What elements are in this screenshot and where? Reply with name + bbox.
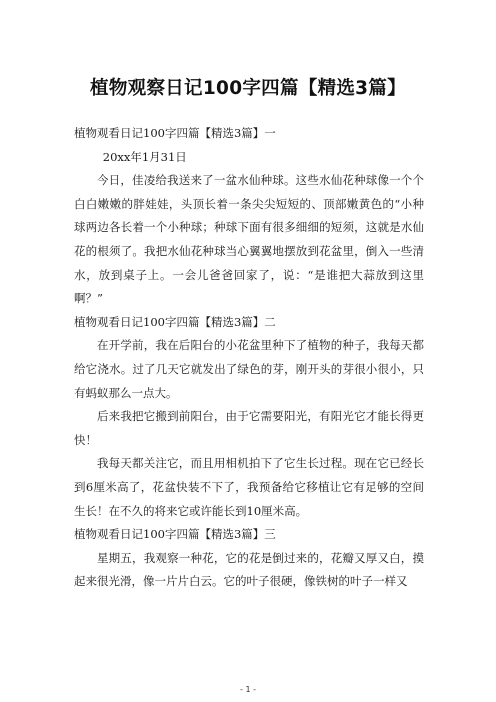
section-heading: 植物观看日记100字四篇【精选3篇】三 (74, 527, 276, 542)
paragraph: 我每天都关注它，而且用相机拍下了它生长过程。现在它已经长到6厘米高了，花盆快装不下了，我预备给它移植让它有足够的空间生长！在不久的将来它或许能长到10厘米高。 (74, 456, 424, 518)
section-heading: 植物观看日记100字四篇【精选3篇】一 (74, 126, 276, 140)
paragraph: 今日，佳凌给我送来了一盆水仙种球。这些水仙花种球像一个个白白嫩嫩的胖娃娃，头顶长着一条尖尖短短的、顶部嫩黄色的“小种球两边各长着一个小种球；种球下面有很多细细的短须，这就是水仙花的根须了。我把水仙花种球当心翼翼地摆放到花盆里，倒入一些清水，放到桌子上。一会儿爸爸回家了，说：“是谁把大蒜放到这里啊？” (74, 173, 424, 306)
document-title: 植物观察日记100字四篇【精选3篇】 (90, 78, 406, 99)
paragraph: 在开学前，我在后阳台的小花盆里种下了植物的种子，我每天都给它浇水。过了几天它就发出了绿色的芽，刚开头的芽很小很小，只有蚂蚁那么一点大。 (74, 338, 424, 400)
paragraph: 后来我把它搬到前阳台，由于它需要阳光，有阳光它才能长得更快！ (74, 409, 424, 447)
document-body (74, 122, 424, 594)
diary-date: 20xx年1月31日 (102, 149, 187, 164)
page-number: - 1 - (240, 685, 256, 694)
paragraph: 星期五，我观察一种花，它的花是倒过来的，花瓣又厚又白，摸起来很光滑，像一片片白云。它的叶子很硬，像铁树的叶子一样又 (74, 550, 424, 589)
section-heading: 植物观看日记100字四篇【精选3篇】二 (74, 314, 276, 329)
